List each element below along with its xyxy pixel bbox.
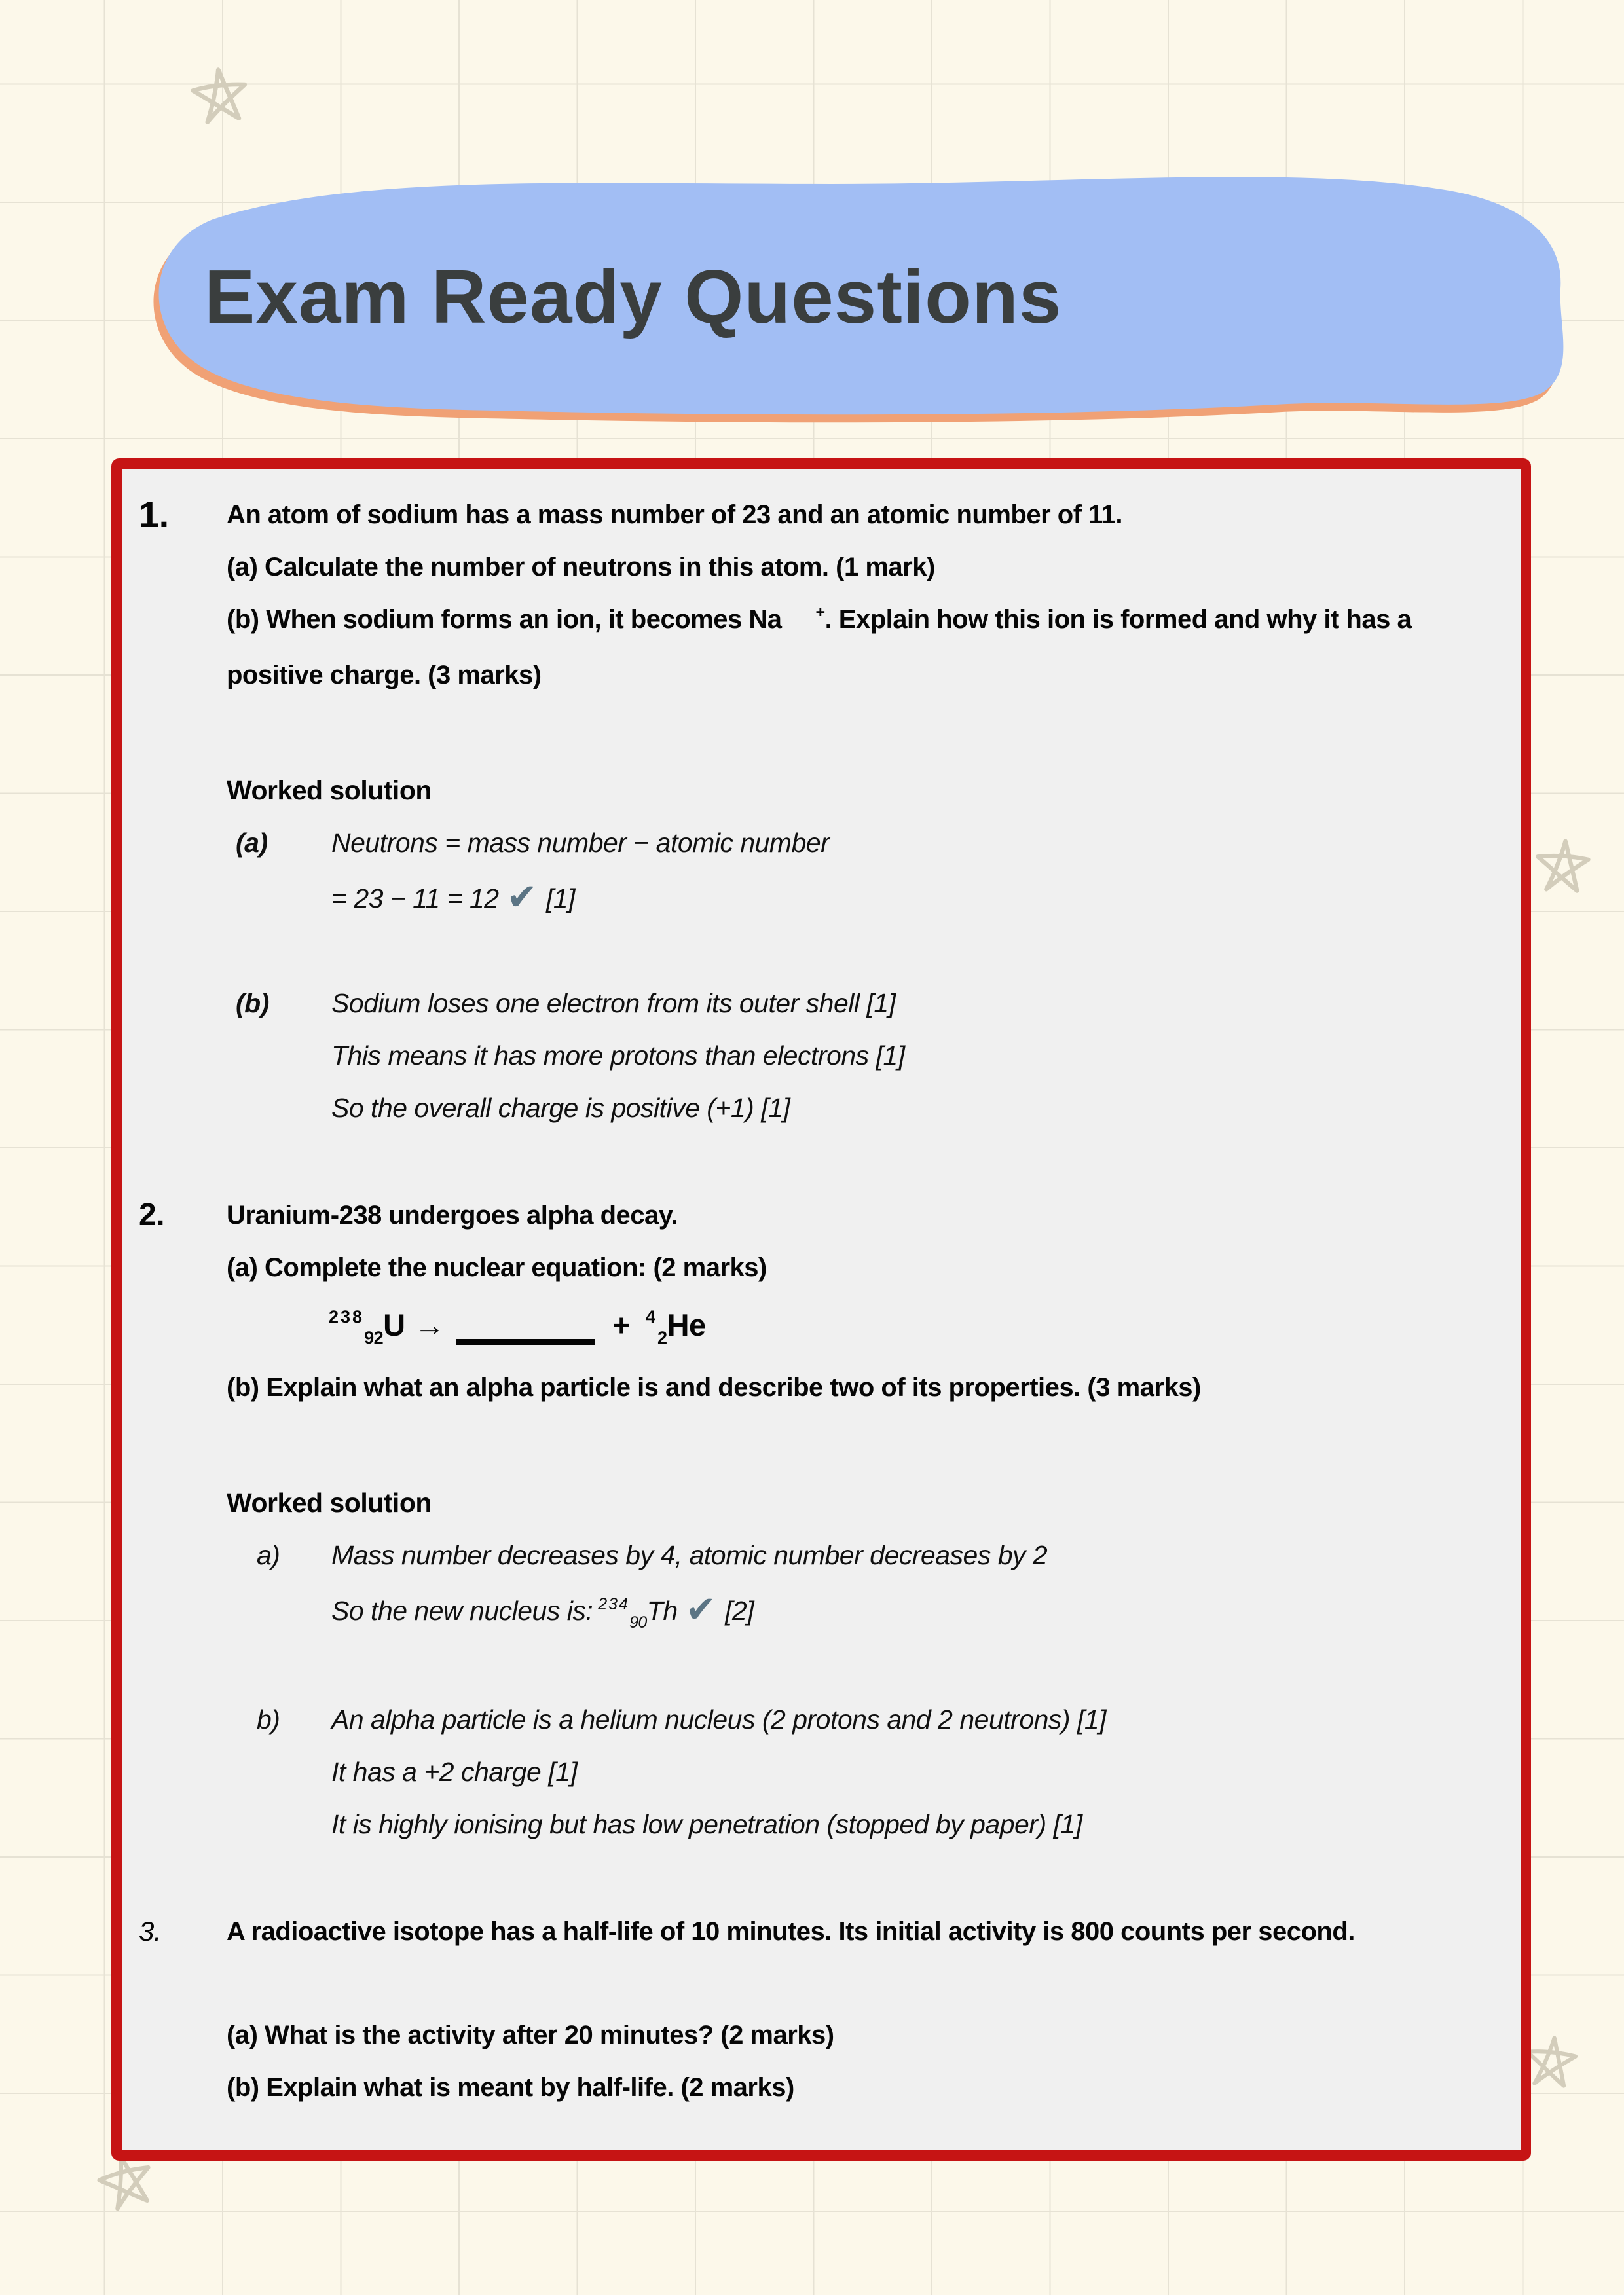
question-2-part-a: (a) Complete the nuclear equation: (2 marks): [227, 1253, 767, 1282]
check-icon: ✔: [685, 1588, 716, 1630]
solution-2a-text: Mass number decreases by 4, atomic number decreases by 2 So the new nucleus is: $^{234}_{90}$Th ✔ [2]: [331, 1529, 1521, 1641]
thorium-atomic-number: 90: [629, 1613, 647, 1632]
uranium-symbol: U: [383, 1308, 405, 1342]
solution-2a-result: So the new nucleus is: $^{234}_{90}$Th ✔ [2]: [331, 1581, 1435, 1641]
question-3-text: [227, 1905, 1521, 1958]
question-1-part-a: (a) Calculate the number of neutrons in this atom. (1 mark): [227, 553, 935, 581]
thorium-mass-number: 234: [598, 1595, 629, 1613]
question-box: [111, 458, 1531, 2161]
question-3-part-b: (b) Explain what is meant by half-life. (2 marks): [227, 2073, 794, 2102]
solution-1a-text: Neutrons = mass number − atomic number = 23 − 11 = 12 ✔ [1]: [331, 817, 1521, 925]
uranium-mass-number: 238: [329, 1307, 365, 1327]
solution-1b: [122, 977, 1521, 1134]
question-3: [122, 1905, 1521, 1958]
question-2-part-b: (b) Explain what an alpha particle is and describe two of its properties. (3 marks): [227, 1373, 1201, 1402]
helium-mass-number: 4: [646, 1307, 658, 1327]
question-1-intro: An atom of sodium has a mass number of 23 and an atomic number of 11.: [227, 500, 1123, 529]
solution-2b: [122, 1693, 1521, 1850]
question-3-intro: A radioactive isotope has a half-life of 10 minutes. Its initial activity is 800 counts per second.: [227, 1917, 1355, 1946]
question-2: [122, 1189, 1521, 1414]
question-2-intro: Uranium-238 undergoes alpha decay.: [227, 1201, 678, 1230]
question-3-number: 3.: [139, 1916, 162, 1947]
solution-2a-label: a): [257, 1540, 280, 1570]
question-1-text: [227, 488, 1521, 701]
plus-sign: +: [612, 1308, 631, 1342]
uranium-atomic-number: 92: [364, 1328, 384, 1348]
question-1-part-b: (b) When sodium forms an ion, it becomes Na +. Explain how this ion is formed and why it has a positive charge. (3 marks): [227, 603, 1412, 689]
worked-solution-heading-2: Worked solution: [227, 1488, 432, 1518]
question-2-number: 2.: [139, 1198, 165, 1232]
solution-1a: [122, 817, 1521, 925]
reaction-arrow: →: [414, 1308, 445, 1342]
helium-atomic-number: 2: [657, 1328, 667, 1348]
solution-2b-label: b): [257, 1704, 280, 1735]
sodium-ion-charge-sup: +: [815, 603, 825, 621]
solution-1b-text: Sodium loses one electron from its outer shell [1] This means it has more protons than electrons [1] So the overall charge is positive (+1) [1]: [331, 988, 905, 1123]
question-2-text: [227, 1189, 1521, 1414]
question-1: [122, 488, 1521, 701]
solution-2a: [122, 1529, 1521, 1641]
helium-symbol: He: [667, 1308, 706, 1342]
worked-solution-heading-1: Worked solution: [227, 775, 432, 805]
star-doodle-icon: [1530, 831, 1595, 902]
nuclear-equation: [329, 1294, 1445, 1361]
solution-1a-result: = 23 − 11 = 12 ✔ [1]: [331, 869, 1435, 925]
star-doodle-icon: [185, 58, 254, 133]
solution-2b-text: An alpha particle is a helium nucleus (2 protons and 2 neutrons) [1] It has a +2 charge [1] It is highly ionising but has low penetration (stopped by paper) [1]: [331, 1704, 1107, 1839]
question-1-number: 1.: [139, 494, 169, 535]
check-icon: ✔: [506, 876, 537, 917]
solution-1b-label: (b): [236, 988, 269, 1018]
solution-1a-label: (a): [236, 828, 268, 858]
equation-blank-line: [456, 1309, 595, 1345]
thorium-symbol: Th: [646, 1596, 678, 1626]
page-title: Exam Ready Questions: [204, 254, 1062, 339]
question-3-part-a: (a) What is the activity after 20 minutes? (2 marks): [227, 2021, 834, 2049]
